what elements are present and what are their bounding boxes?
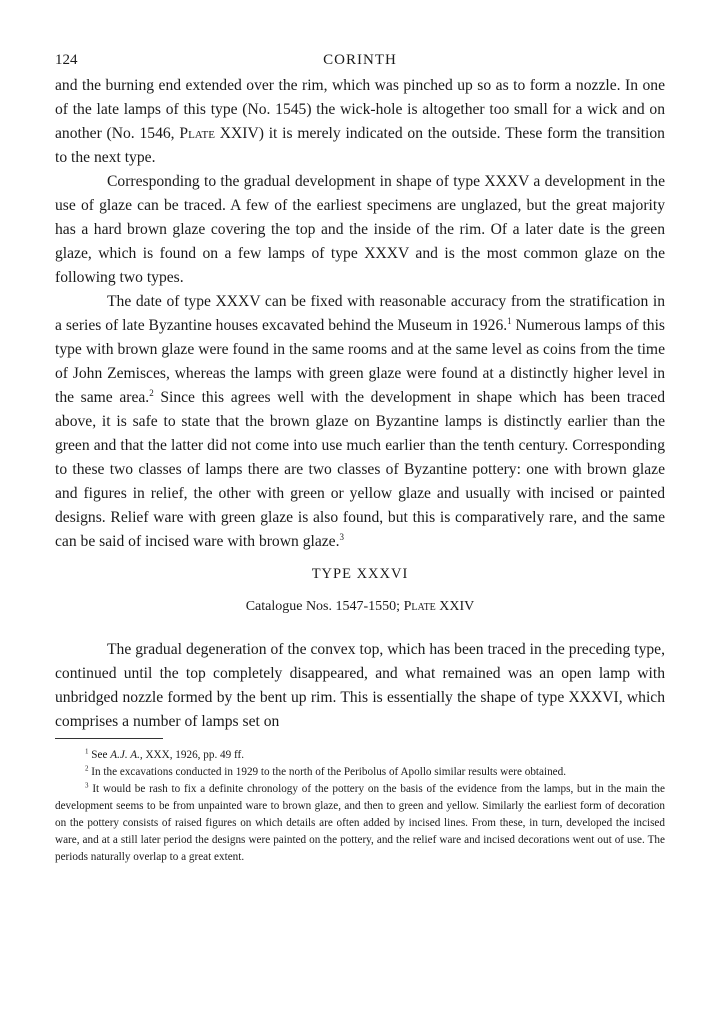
paragraph-glaze: Corresponding to the gradual development in shape of type XXXV a development in the use of glaze can be traced. A few of the earliest specimens are unglazed, but the great majority has a hard brown glaze covering the top and the inside of the rim. Of a later date is the green glaze, which is found on a few lamps of type XXXV and is the most common glaze on the following two types. — [55, 173, 665, 286]
catalogue-line: Catalogue Nos. 1547-1550; Plate XXIV — [245, 599, 475, 614]
paragraph-type-xxxvi: The gradual degeneration of the convex top, which has been traced in the preceding type, continued until the top completely disappeared, and what remained was an open lamp with unbridged nozzle formed by the bent up rim. This is essentially the shape of type XXXVI, which comprises a number of lamps set on — [55, 641, 665, 730]
section-heading: TYPE XXXVI — [311, 566, 409, 582]
plate-label: Plate — [179, 125, 215, 142]
footnote-1: $^1$ See A.J. A., XXX, 1926, pp. 49 ff. — [85, 747, 245, 761]
footnote-ref-2: 2 — [149, 387, 154, 398]
footnote-ref-1: 1 — [507, 315, 512, 326]
footnote-2: $^2$ In the excavations conducted in 1929 to the north of the Peribolus of Apollo similar results were obtained. — [85, 764, 567, 778]
page-header — [55, 44, 665, 74]
footnote-3: $^3$ It would be rash to fix a definite chronology of the pottery on the basis of the evidence from the lamps, but in the main the development seems to be from unpainted ware to brown glaze, and then to green and yellow. Similarly the earliest form of decoration on the pottery consists of raised figures on which details are often added by incised lines. From these, in turn, developed the incised ware, and at a still later period the designs were painted on the pottery, and the relief ware and incised decorations went out of use. The periods naturally overlap to a great extent. — [55, 781, 665, 863]
paragraph-dating: The date of type XXXV can be fixed with reasonable accuracy from the stratification in a series of late Byzantine houses excavated behind the Museum in 1926.$^1$ Numerous lamps of this type with brown glaze were found in the same rooms and at the same level as coins from the time of John Zemisces, whereas the lamps with green glaze were found at a distinctly higher level in the same area.$^2$ Since this agrees well with the development in shape which has been traced above, it is safe to state that the brown glaze on Byzantine lamps is distinctly earlier than the green and that the latter did not come into use much earlier than the tenth century. Corresponding to these two classes of lamps there are two classes of Byzantine pottery: one with brown glaze and figures in relief, the other with green or yellow glaze and usually with incised or painted designs. Relief ware with green glaze is also found, but this is comparatively rare, and the same can be said of incised ware with brown glaze.$^3$ — [55, 293, 666, 550]
paragraph-continuation: and the burning end extended over the rim, which was pinched up so as to form a nozzle. In one of the late lamps of this type (No. 1545) the wick-hole is altogether too small for a wick and on another (No. 1546, Plate XXIV) it is merely indicated on the outside. These form the transition to the next type. — [55, 77, 665, 166]
footnote-rule — [55, 738, 163, 739]
running-head: CORINTH — [323, 52, 397, 68]
footnote-ref-3: 3 — [339, 531, 344, 542]
page-number: 124 — [55, 52, 78, 68]
page — [55, 44, 665, 866]
footnotes — [55, 747, 665, 866]
